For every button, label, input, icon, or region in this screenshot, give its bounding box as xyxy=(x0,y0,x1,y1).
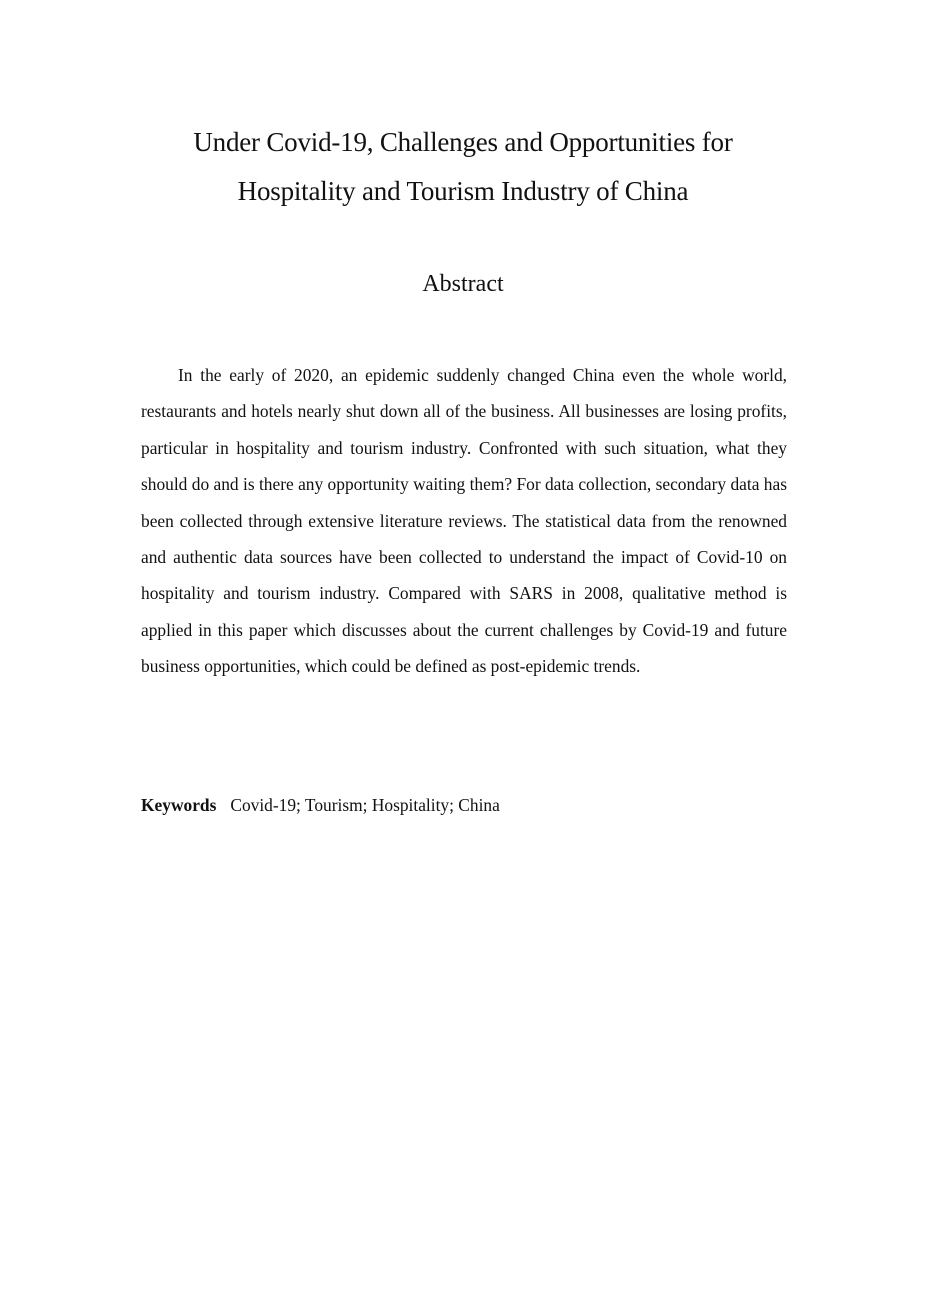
abstract-heading: Abstract xyxy=(422,271,504,297)
title-line-2: Hospitality and Tourism Industry of China xyxy=(237,176,689,206)
keywords-value: Covid-19; Tourism; Hospitality; China xyxy=(230,795,500,815)
keywords-label: Keywords xyxy=(141,795,217,815)
abstract-body: In the early of 2020, an epidemic suddenly changed China even the whole world, restaurants and hotels nearly shut down all of the business. All businesses are losing profits, particular in hospitality and tourism industry. Confronted with such situation, what they should do and is there any opportunity waiting them? For data collection, secondary data has been collected through extensive literature reviews. The statistical data from the renowned and authentic data sources have been collected to understand the impact of Covid-10 on hospitality and tourism industry. Compared with SARS in 2008, qualitative method is applied in this paper which discusses about the current challenges by Covid-19 and future business opportunities, which could be defined as post-epidemic trends. xyxy=(141,365,787,677)
keywords-line xyxy=(141,788,787,822)
title-line-1: Under Covid-19, Challenges and Opportunities for xyxy=(193,127,733,157)
paper-title xyxy=(0,118,926,216)
